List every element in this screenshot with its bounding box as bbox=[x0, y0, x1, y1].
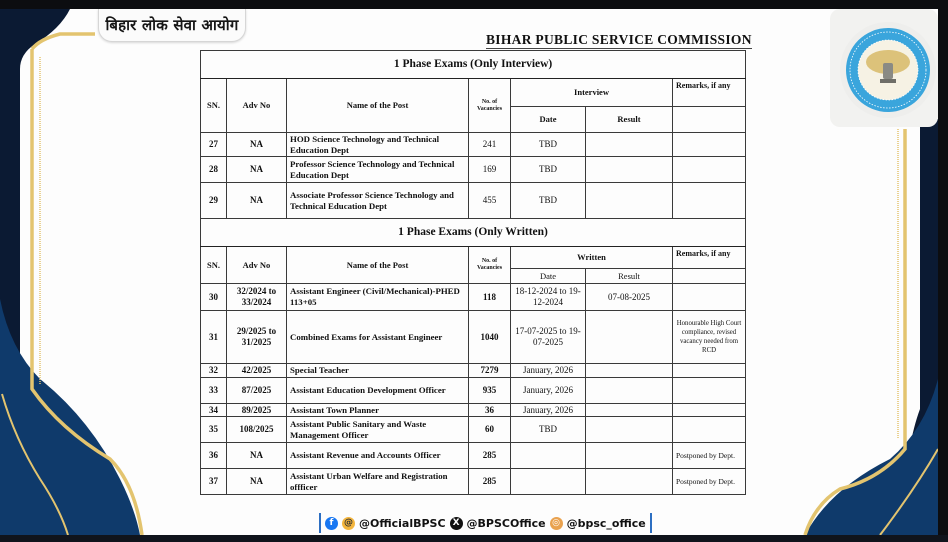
exam-schedule-document bbox=[200, 50, 745, 495]
cell-remarks bbox=[673, 133, 746, 157]
header-written-group: Written bbox=[511, 247, 673, 269]
header-date: Date bbox=[511, 269, 586, 284]
cell-adv-no: NA bbox=[227, 183, 287, 219]
cell-post: Assistant Engineer (Civil/Mechanical)-PHED 113+05 bbox=[287, 284, 469, 311]
cell-result bbox=[586, 469, 673, 495]
cell-adv-no: NA bbox=[227, 469, 287, 495]
header-adv-no: Adv No bbox=[227, 79, 287, 133]
cell-adv-no: NA bbox=[227, 133, 287, 157]
cell-remarks bbox=[673, 417, 746, 443]
cell-vacancies: 241 bbox=[469, 133, 511, 157]
cell-remarks bbox=[673, 284, 746, 311]
cell-sn: 32 bbox=[201, 364, 227, 378]
org-title: BIHAR PUBLIC SERVICE COMMISSION bbox=[486, 32, 752, 47]
cell-vacancies: 7279 bbox=[469, 364, 511, 378]
table-row bbox=[201, 378, 746, 404]
written-header-row bbox=[201, 247, 746, 269]
cell-remarks: Postponed by Dept. bbox=[673, 443, 746, 469]
cell-result bbox=[586, 311, 673, 364]
hindi-title-tab bbox=[98, 9, 246, 42]
cell-result bbox=[586, 404, 673, 417]
cell-sn: 29 bbox=[201, 183, 227, 219]
cell-date: TBD bbox=[511, 183, 586, 219]
cell-date: TBD bbox=[511, 133, 586, 157]
handle-instagram[interactable]: @bpsc_office bbox=[566, 516, 646, 530]
cell-vacancies: 169 bbox=[469, 157, 511, 183]
written-section-title-row bbox=[201, 219, 746, 247]
cell-vacancies: 455 bbox=[469, 183, 511, 219]
header-post: Name of the Post bbox=[287, 247, 469, 284]
cell-post: Assistant Revenue and Accounts Officer bbox=[287, 443, 469, 469]
cell-result bbox=[586, 157, 673, 183]
bpsc-emblem-icon bbox=[840, 22, 936, 118]
cell-remarks bbox=[673, 157, 746, 183]
cell-result bbox=[586, 183, 673, 219]
interview-section-title-row bbox=[201, 51, 746, 79]
cell-result: 07-08-2025 bbox=[586, 284, 673, 311]
handle-x[interactable]: @BPSCOffice bbox=[466, 516, 546, 530]
cell-adv-no: NA bbox=[227, 157, 287, 183]
cell-sn: 30 bbox=[201, 284, 227, 311]
cell-result bbox=[586, 133, 673, 157]
interview-header-row bbox=[201, 79, 746, 107]
table-row bbox=[201, 157, 746, 183]
cell-post: Professor Science Technology and Technical Education Dept bbox=[287, 157, 469, 183]
interview-section-title: 1 Phase Exams (Only Interview) bbox=[201, 51, 746, 79]
exam-schedule-table bbox=[200, 50, 746, 495]
header-vacancies: No. of Vacancies bbox=[469, 247, 511, 284]
org-title-underline bbox=[486, 48, 752, 49]
cell-vacancies: 285 bbox=[469, 443, 511, 469]
table-row bbox=[201, 133, 746, 157]
cell-adv-no: 32/2024 to 33/2024 bbox=[227, 284, 287, 311]
header-remarks-blank bbox=[673, 269, 746, 284]
x-icon[interactable]: X bbox=[450, 517, 463, 530]
cell-vacancies: 118 bbox=[469, 284, 511, 311]
instagram-icon[interactable]: ◎ bbox=[550, 517, 563, 530]
cell-adv-no: 89/2025 bbox=[227, 404, 287, 417]
cell-remarks bbox=[673, 364, 746, 378]
footer-divider-right bbox=[650, 513, 652, 533]
right-navy-wave bbox=[805, 379, 938, 535]
header-vacancies: No. of Vacancies bbox=[469, 79, 511, 133]
threads-icon[interactable]: @ bbox=[344, 518, 353, 528]
cell-date: January, 2026 bbox=[511, 364, 586, 378]
cell-sn: 27 bbox=[201, 133, 227, 157]
cell-remarks: Postponed by Dept. bbox=[673, 469, 746, 495]
social-footer bbox=[316, 512, 655, 534]
table-row bbox=[201, 364, 746, 378]
cell-adv-no: 108/2025 bbox=[227, 417, 287, 443]
header-sn: SN. bbox=[201, 79, 227, 133]
cell-sn: 28 bbox=[201, 157, 227, 183]
table-row bbox=[201, 404, 746, 417]
cell-post: Assistant Urban Welfare and Registration offficer bbox=[287, 469, 469, 495]
cell-vacancies: 1040 bbox=[469, 311, 511, 364]
table-row bbox=[201, 469, 746, 495]
cell-result bbox=[586, 443, 673, 469]
table-row bbox=[201, 311, 746, 364]
cell-sn: 37 bbox=[201, 469, 227, 495]
cell-remarks bbox=[673, 183, 746, 219]
cell-vacancies: 935 bbox=[469, 378, 511, 404]
cell-sn: 31 bbox=[201, 311, 227, 364]
cell-vacancies: 36 bbox=[469, 404, 511, 417]
cell-post: HOD Science Technology and Technical Education Dept bbox=[287, 133, 469, 157]
hindi-title: बिहार लोक सेवा आयोग bbox=[105, 16, 239, 34]
cell-adv-no: NA bbox=[227, 443, 287, 469]
cell-sn: 33 bbox=[201, 378, 227, 404]
header-remarks-blank bbox=[673, 107, 746, 133]
cell-post: Combined Exams for Assistant Engineer bbox=[287, 311, 469, 364]
cell-post: Assistant Public Sanitary and Waste Management Officer bbox=[287, 417, 469, 443]
cell-date: January, 2026 bbox=[511, 404, 586, 417]
cell-remarks bbox=[673, 404, 746, 417]
written-section-title: 1 Phase Exams (Only Written) bbox=[201, 219, 746, 247]
cell-post: Associate Professor Science Technology and Technical Education Dept bbox=[287, 183, 469, 219]
cell-sn: 36 bbox=[201, 443, 227, 469]
cell-date bbox=[511, 443, 586, 469]
left-navy-wave bbox=[0, 299, 140, 535]
cell-result bbox=[586, 364, 673, 378]
bottom-bar bbox=[0, 535, 948, 542]
cell-result bbox=[586, 417, 673, 443]
cell-result bbox=[586, 378, 673, 404]
facebook-icon[interactable]: f bbox=[325, 517, 338, 530]
header-remarks: Remarks, if any bbox=[673, 247, 746, 269]
cell-post: Assistant Education Development Officer bbox=[287, 378, 469, 404]
cell-date: 17-07-2025 to 19-07-2025 bbox=[511, 311, 586, 364]
cell-adv-no: 29/2025 to 31/2025 bbox=[227, 311, 287, 364]
cell-remarks bbox=[673, 378, 746, 404]
cell-date: January, 2026 bbox=[511, 378, 586, 404]
header-date: Date bbox=[511, 107, 586, 133]
cell-vacancies: 285 bbox=[469, 469, 511, 495]
header-sn: SN. bbox=[201, 247, 227, 284]
header-result: Result bbox=[586, 107, 673, 133]
cell-adv-no: 87/2025 bbox=[227, 378, 287, 404]
header-adv-no: Adv No bbox=[227, 247, 287, 284]
notice-canvas bbox=[0, 9, 938, 535]
cell-remarks: Honourable High Court compliance, revised vacancy needed from RCD bbox=[673, 311, 746, 364]
header-remarks: Remarks, if any bbox=[673, 79, 746, 107]
header-interview-group: Interview bbox=[511, 79, 673, 107]
bpsc-emblem-graphic bbox=[845, 27, 931, 113]
cell-sn: 35 bbox=[201, 417, 227, 443]
cell-adv-no: 42/2025 bbox=[227, 364, 287, 378]
cell-date: TBD bbox=[511, 157, 586, 183]
top-bar bbox=[0, 0, 948, 9]
table-row bbox=[201, 183, 746, 219]
handle-facebook[interactable]: @OfficialBPSC bbox=[359, 516, 446, 530]
cell-post: Assistant Town Planner bbox=[287, 404, 469, 417]
cell-date: 18-12-2024 to 19-12-2024 bbox=[511, 284, 586, 311]
header-post: Name of the Post bbox=[287, 79, 469, 133]
header-result: Result bbox=[586, 269, 673, 284]
cell-sn: 34 bbox=[201, 404, 227, 417]
footer-divider-left bbox=[319, 513, 321, 533]
cell-date bbox=[511, 469, 586, 495]
cell-post: Special Teacher bbox=[287, 364, 469, 378]
table-row bbox=[201, 284, 746, 311]
table-row bbox=[201, 417, 746, 443]
table-row bbox=[201, 443, 746, 469]
cell-date: TBD bbox=[511, 417, 586, 443]
cell-vacancies: 60 bbox=[469, 417, 511, 443]
